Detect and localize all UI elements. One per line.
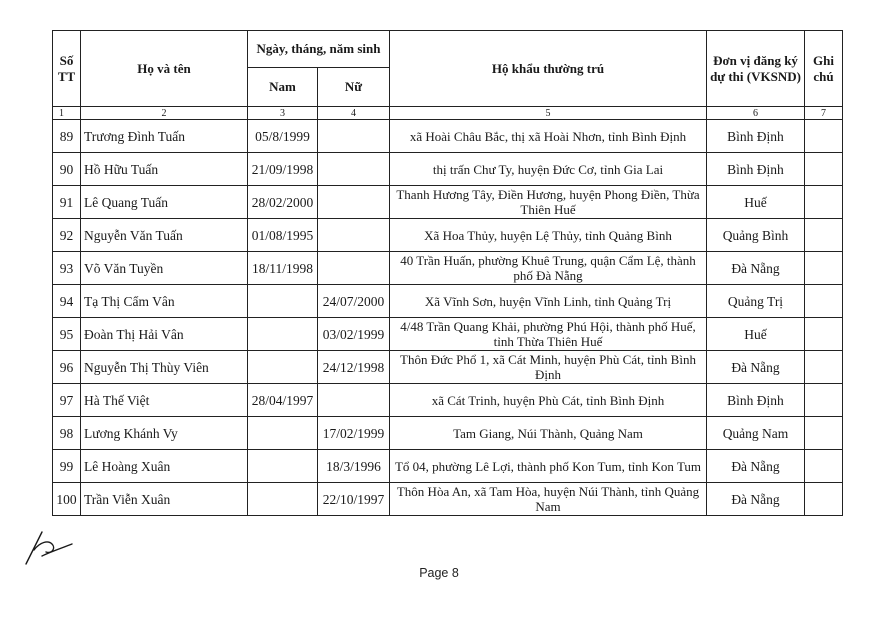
table-row — [53, 252, 843, 285]
table-row — [53, 450, 843, 483]
row-stt: 89 — [53, 120, 81, 153]
row-address: xã Cát Trinh, huyện Phù Cát, tỉnh Bình Định — [390, 384, 707, 417]
row-name: Nguyễn Văn Tuấn — [81, 219, 248, 252]
row-dob-male — [248, 483, 318, 516]
row-unit: Quảng Bình — [707, 219, 805, 252]
column-number: 1 — [53, 107, 81, 120]
row-dob-male: 01/08/1995 — [248, 219, 318, 252]
column-number: 2 — [81, 107, 248, 120]
row-name: Nguyễn Thị Thùy Viên — [81, 351, 248, 384]
row-note — [805, 285, 843, 318]
row-name: Lương Khánh Vy — [81, 417, 248, 450]
row-name: Võ Văn Tuyền — [81, 252, 248, 285]
row-dob-female: 18/3/1996 — [318, 450, 390, 483]
row-unit: Đà Nẵng — [707, 483, 805, 516]
column-number: 4 — [318, 107, 390, 120]
row-stt: 94 — [53, 285, 81, 318]
signature-mark — [22, 522, 74, 568]
header-unit: Đơn vị đăng ký dự thi (VKSND) — [707, 31, 805, 107]
row-address: Thanh Hương Tây, Điền Hương, huyện Phong Điền, Thừa Thiên Huế — [390, 186, 707, 219]
row-address: thị trấn Chư Ty, huyện Đức Cơ, tỉnh Gia Lai — [390, 153, 707, 186]
page-number: Page 8 — [419, 566, 459, 580]
row-unit: Huế — [707, 318, 805, 351]
row-stt: 96 — [53, 351, 81, 384]
header-female: Nữ — [318, 68, 390, 107]
row-unit: Quảng Nam — [707, 417, 805, 450]
row-dob-female — [318, 120, 390, 153]
row-dob-male: 28/02/2000 — [248, 186, 318, 219]
table-row — [53, 285, 843, 318]
row-unit: Bình Định — [707, 120, 805, 153]
row-stt: 95 — [53, 318, 81, 351]
row-dob-male — [248, 450, 318, 483]
row-stt: 98 — [53, 417, 81, 450]
row-unit: Đà Nẵng — [707, 450, 805, 483]
row-name: Trương Đình Tuấn — [81, 120, 248, 153]
table-row — [53, 153, 843, 186]
row-unit: Đà Nẵng — [707, 252, 805, 285]
row-name: Hà Thế Việt — [81, 384, 248, 417]
row-unit: Đà Nẵng — [707, 351, 805, 384]
row-address: Thôn Hòa An, xã Tam Hòa, huyện Núi Thành, tỉnh Quảng Nam — [390, 483, 707, 516]
header-dob-group: Ngày, tháng, năm sinh — [248, 31, 390, 68]
row-note — [805, 219, 843, 252]
row-stt: 97 — [53, 384, 81, 417]
header-name: Họ và tên — [81, 31, 248, 107]
row-stt: 90 — [53, 153, 81, 186]
table-row — [53, 186, 843, 219]
row-stt: 92 — [53, 219, 81, 252]
row-dob-female — [318, 153, 390, 186]
row-name: Đoàn Thị Hải Vân — [81, 318, 248, 351]
column-number: 6 — [707, 107, 805, 120]
row-address: Tam Giang, Núi Thành, Quảng Nam — [390, 417, 707, 450]
table-row — [53, 318, 843, 351]
row-dob-female: 03/02/1999 — [318, 318, 390, 351]
table-row — [53, 384, 843, 417]
row-note — [805, 417, 843, 450]
row-address: xã Hoài Châu Bắc, thị xã Hoài Nhơn, tỉnh Bình Định — [390, 120, 707, 153]
row-stt: 91 — [53, 186, 81, 219]
row-dob-male: 28/04/1997 — [248, 384, 318, 417]
header-note: Ghi chú — [805, 31, 843, 107]
header-stt: Số TT — [53, 31, 81, 107]
row-name: Lê Quang Tuấn — [81, 186, 248, 219]
row-address: 4/48 Trần Quang Khải, phường Phú Hội, thành phố Huế, tỉnh Thừa Thiên Huế — [390, 318, 707, 351]
row-name: Hồ Hữu Tuấn — [81, 153, 248, 186]
row-dob-female: 24/12/1998 — [318, 351, 390, 384]
row-dob-male: 05/8/1999 — [248, 120, 318, 153]
row-note — [805, 318, 843, 351]
header-male: Nam — [248, 68, 318, 107]
row-note — [805, 450, 843, 483]
table-row — [53, 219, 843, 252]
row-dob-female: 17/02/1999 — [318, 417, 390, 450]
column-number: 5 — [390, 107, 707, 120]
row-dob-male — [248, 318, 318, 351]
row-note — [805, 186, 843, 219]
row-dob-male: 21/09/1998 — [248, 153, 318, 186]
row-dob-male: 18/11/1998 — [248, 252, 318, 285]
table-row — [53, 417, 843, 450]
header-address: Hộ khẩu thường trú — [390, 31, 707, 107]
row-dob-female — [318, 219, 390, 252]
row-unit: Bình Định — [707, 384, 805, 417]
column-number: 3 — [248, 107, 318, 120]
table-row — [53, 351, 843, 384]
row-address: 40 Trần Huấn, phường Khuê Trung, quận Cẩm Lệ, thành phố Đà Nẵng — [390, 252, 707, 285]
row-dob-female — [318, 186, 390, 219]
row-dob-male — [248, 351, 318, 384]
row-note — [805, 483, 843, 516]
row-dob-male — [248, 285, 318, 318]
row-note — [805, 351, 843, 384]
row-name: Tạ Thị Cẩm Vân — [81, 285, 248, 318]
table-body — [53, 120, 843, 516]
table-row — [53, 120, 843, 153]
row-address: Tổ 04, phường Lê Lợi, thành phố Kon Tum, tỉnh Kon Tum — [390, 450, 707, 483]
row-dob-female: 24/07/2000 — [318, 285, 390, 318]
row-note — [805, 120, 843, 153]
row-dob-female — [318, 252, 390, 285]
row-dob-male — [248, 417, 318, 450]
row-stt: 99 — [53, 450, 81, 483]
row-stt: 100 — [53, 483, 81, 516]
row-unit: Bình Định — [707, 153, 805, 186]
row-dob-female — [318, 384, 390, 417]
row-name: Trần Viễn Xuân — [81, 483, 248, 516]
row-address: Xã Vĩnh Sơn, huyện Vĩnh Linh, tỉnh Quảng Trị — [390, 285, 707, 318]
row-dob-female: 22/10/1997 — [318, 483, 390, 516]
column-number: 7 — [805, 107, 843, 120]
row-address: Thôn Đức Phổ 1, xã Cát Minh, huyện Phù Cát, tỉnh Bình Định — [390, 351, 707, 384]
row-address: Xã Hoa Thủy, huyện Lệ Thủy, tỉnh Quảng Bình — [390, 219, 707, 252]
row-note — [805, 252, 843, 285]
row-note — [805, 153, 843, 186]
row-unit: Huế — [707, 186, 805, 219]
candidate-table — [52, 30, 843, 516]
row-unit: Quảng Trị — [707, 285, 805, 318]
row-name: Lê Hoàng Xuân — [81, 450, 248, 483]
row-note — [805, 384, 843, 417]
table-row — [53, 483, 843, 516]
row-stt: 93 — [53, 252, 81, 285]
